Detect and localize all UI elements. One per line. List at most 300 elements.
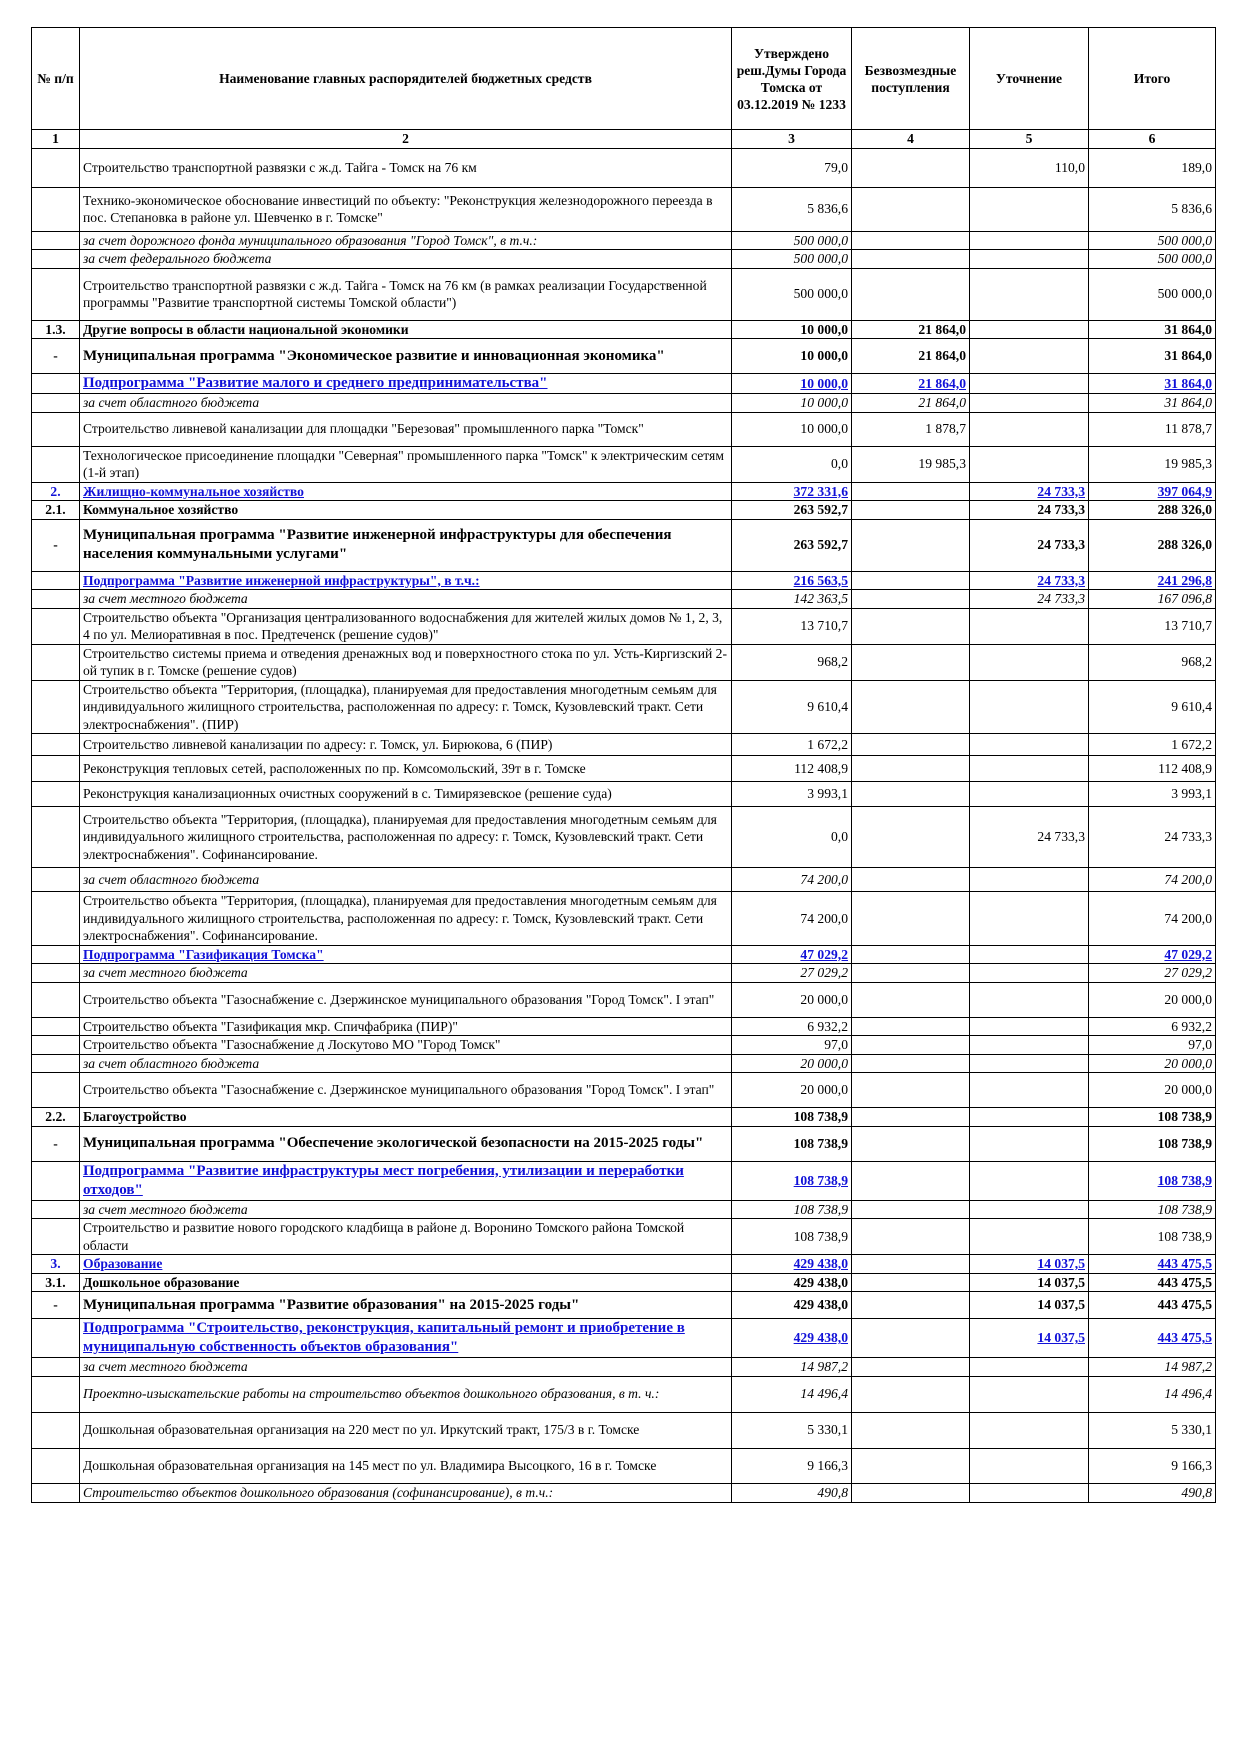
- row-total: 443 475,5: [1089, 1292, 1216, 1319]
- table-row: [32, 608, 1216, 644]
- row-number: [32, 782, 80, 807]
- row-total: 31 864,0: [1089, 374, 1216, 394]
- row-name: Другие вопросы в области национальной экономики: [80, 320, 732, 339]
- row-refine: [970, 320, 1089, 339]
- row-name: Строительство ливневой канализации по адресу: г. Томск, ул. Бирюкова, 6 (ПИР): [80, 734, 732, 756]
- table-row: [32, 268, 1216, 320]
- row-name: Реконструкция тепловых сетей, расположенных по пр. Комсомольский, 39т в г. Томске: [80, 756, 732, 782]
- row-number: [32, 608, 80, 644]
- row-approved: 5 836,6: [732, 187, 852, 231]
- row-refine: [970, 1200, 1089, 1219]
- row-total: 3 993,1: [1089, 782, 1216, 807]
- table-row: [32, 482, 1216, 501]
- row-refine: [970, 1448, 1089, 1483]
- row-refine: [970, 1073, 1089, 1108]
- row-name: Жилищно-коммунальное хозяйство: [80, 482, 732, 501]
- row-total: 20 000,0: [1089, 982, 1216, 1017]
- row-number: [32, 590, 80, 609]
- row-approved: 500 000,0: [732, 231, 852, 250]
- row-number: 2.: [32, 482, 80, 501]
- row-total: 31 864,0: [1089, 394, 1216, 413]
- row-grants: [852, 1200, 970, 1219]
- row-grants: 21 864,0: [852, 374, 970, 394]
- table-row: [32, 756, 1216, 782]
- row-name: Технологическое присоединение площадки "Северная" промышленного парка "Томск" к электрическим сетям (1-й этап): [80, 446, 732, 482]
- row-total: 108 738,9: [1089, 1108, 1216, 1127]
- row-grants: [852, 734, 970, 756]
- row-grants: [852, 1126, 970, 1161]
- row-name: Строительство и развитие нового городского кладбища в районе д. Воронино Томского района Томской области: [80, 1219, 732, 1255]
- row-refine: [970, 1376, 1089, 1412]
- column-number: 1: [32, 130, 80, 149]
- row-refine: 24 733,3: [970, 482, 1089, 501]
- header-approved: Утверждено реш.Думы Города Томска от 03.12.2019 № 1233: [732, 28, 852, 130]
- row-grants: [852, 1319, 970, 1358]
- row-approved: 429 438,0: [732, 1255, 852, 1274]
- row-grants: [852, 892, 970, 946]
- row-refine: [970, 231, 1089, 250]
- row-number: 3.1.: [32, 1273, 80, 1292]
- row-number: -: [32, 1292, 80, 1319]
- row-grants: 19 985,3: [852, 446, 970, 482]
- row-total: 397 064,9: [1089, 482, 1216, 501]
- row-approved: 142 363,5: [732, 590, 852, 609]
- row-approved: 14 496,4: [732, 1376, 852, 1412]
- row-refine: [970, 644, 1089, 680]
- row-refine: 24 733,3: [970, 590, 1089, 609]
- row-refine: [970, 187, 1089, 231]
- row-total: 500 000,0: [1089, 231, 1216, 250]
- row-approved: 74 200,0: [732, 892, 852, 946]
- row-refine: [970, 1219, 1089, 1255]
- row-number: [32, 148, 80, 187]
- row-grants: [852, 782, 970, 807]
- row-total: 14 496,4: [1089, 1376, 1216, 1412]
- row-name: Муниципальная программа "Развитие инженерной инфраструктуры для обеспечения населения коммунальными услугами": [80, 519, 732, 571]
- row-name: за счет местного бюджета: [80, 964, 732, 983]
- row-total: 6 932,2: [1089, 1017, 1216, 1036]
- column-number: 3: [732, 130, 852, 149]
- row-refine: [970, 394, 1089, 413]
- row-name: Образование: [80, 1255, 732, 1274]
- row-grants: 1 878,7: [852, 412, 970, 446]
- table-row: [32, 446, 1216, 482]
- table-row: [32, 1412, 1216, 1448]
- row-grants: [852, 519, 970, 571]
- row-grants: [852, 1017, 970, 1036]
- row-approved: 372 331,6: [732, 482, 852, 501]
- row-number: [32, 374, 80, 394]
- column-number: 4: [852, 130, 970, 149]
- row-total: 20 000,0: [1089, 1054, 1216, 1073]
- row-name: за счет местного бюджета: [80, 1358, 732, 1377]
- row-number: [32, 1161, 80, 1200]
- row-number: -: [32, 1126, 80, 1161]
- row-refine: [970, 374, 1089, 394]
- table-row: [32, 394, 1216, 413]
- row-grants: [852, 1036, 970, 1055]
- row-name: Строительство объекта "Территория, (площадка), планируемая для предоставления многодетным семьям для индивидуального жилищного строительства, расположенная по адресу: г. Томск, Кузовлевский тракт. Сети электроснабжения". Софинансирование.: [80, 892, 732, 946]
- column-numbers-row: [32, 130, 1216, 149]
- row-approved: 0,0: [732, 446, 852, 482]
- row-grants: [852, 644, 970, 680]
- row-total: 27 029,2: [1089, 964, 1216, 983]
- row-name: Строительство ливневой канализации для площадки "Березовая" промышленного парка "Томск": [80, 412, 732, 446]
- row-grants: [852, 1255, 970, 1274]
- row-name: Муниципальная программа "Экономическое развитие и инновационная экономика": [80, 339, 732, 374]
- row-grants: [852, 1108, 970, 1127]
- row-grants: 21 864,0: [852, 320, 970, 339]
- row-total: 31 864,0: [1089, 339, 1216, 374]
- row-approved: 10 000,0: [732, 412, 852, 446]
- row-refine: 14 037,5: [970, 1273, 1089, 1292]
- row-approved: 14 987,2: [732, 1358, 852, 1377]
- row-number: [32, 964, 80, 983]
- row-number: [32, 1054, 80, 1073]
- table-row: [32, 1292, 1216, 1319]
- row-approved: 1 672,2: [732, 734, 852, 756]
- table-row: [32, 644, 1216, 680]
- row-refine: 24 733,3: [970, 571, 1089, 590]
- row-refine: [970, 446, 1089, 482]
- row-approved: 0,0: [732, 807, 852, 868]
- row-number: [32, 1017, 80, 1036]
- table-row: [32, 1108, 1216, 1127]
- row-refine: [970, 1126, 1089, 1161]
- row-name: Дошкольная образовательная организация на 220 мест по ул. Иркутский тракт, 175/3 в г. Томске: [80, 1412, 732, 1448]
- table-row: [32, 807, 1216, 868]
- table-row: [32, 1054, 1216, 1073]
- row-name: Коммунальное хозяйство: [80, 501, 732, 520]
- row-refine: [970, 1161, 1089, 1200]
- row-refine: [970, 964, 1089, 983]
- table-row: [32, 1017, 1216, 1036]
- row-name: Благоустройство: [80, 1108, 732, 1127]
- row-number: [32, 680, 80, 734]
- row-approved: 6 932,2: [732, 1017, 852, 1036]
- row-total: 14 987,2: [1089, 1358, 1216, 1377]
- row-grants: [852, 1448, 970, 1483]
- row-number: [32, 1319, 80, 1358]
- row-refine: [970, 868, 1089, 892]
- row-refine: [970, 608, 1089, 644]
- table-row: [32, 982, 1216, 1017]
- row-approved: 263 592,7: [732, 519, 852, 571]
- row-approved: 97,0: [732, 1036, 852, 1055]
- row-name: Строительство объектов дошкольного образования (софинансирование), в т.ч.:: [80, 1483, 732, 1502]
- row-total: 108 738,9: [1089, 1126, 1216, 1161]
- row-approved: 3 993,1: [732, 782, 852, 807]
- row-refine: [970, 892, 1089, 946]
- row-number: [32, 945, 80, 964]
- row-total: 74 200,0: [1089, 892, 1216, 946]
- table-row: [32, 1376, 1216, 1412]
- row-name: за счет местного бюджета: [80, 1200, 732, 1219]
- row-approved: 429 438,0: [732, 1319, 852, 1358]
- header-name: Наименование главных распорядителей бюджетных средств: [80, 28, 732, 130]
- row-approved: 10 000,0: [732, 394, 852, 413]
- row-name: Подпрограмма "Развитие малого и среднего предпринимательства": [80, 374, 732, 394]
- row-approved: 263 592,7: [732, 501, 852, 520]
- row-grants: [852, 1483, 970, 1502]
- row-number: [32, 187, 80, 231]
- row-total: 47 029,2: [1089, 945, 1216, 964]
- row-refine: [970, 1036, 1089, 1055]
- table-row: [32, 501, 1216, 520]
- row-refine: [970, 756, 1089, 782]
- row-number: 1.3.: [32, 320, 80, 339]
- row-number: 2.2.: [32, 1108, 80, 1127]
- row-number: [32, 250, 80, 269]
- row-approved: 108 738,9: [732, 1200, 852, 1219]
- row-grants: [852, 964, 970, 983]
- row-number: [32, 1358, 80, 1377]
- row-refine: [970, 1108, 1089, 1127]
- row-name: Подпрограмма "Развитие инфраструктуры мест погребения, утилизации и переработки отходов": [80, 1161, 732, 1200]
- row-approved: 27 029,2: [732, 964, 852, 983]
- row-number: [32, 268, 80, 320]
- row-approved: 47 029,2: [732, 945, 852, 964]
- column-number: 5: [970, 130, 1089, 149]
- row-refine: [970, 945, 1089, 964]
- table-row: [32, 187, 1216, 231]
- header-row: [32, 28, 1216, 130]
- row-grants: [852, 1073, 970, 1108]
- row-number: 3.: [32, 1255, 80, 1274]
- row-number: [32, 1073, 80, 1108]
- row-refine: 14 037,5: [970, 1292, 1089, 1319]
- row-number: [32, 1412, 80, 1448]
- row-total: 24 733,3: [1089, 807, 1216, 868]
- row-grants: [852, 250, 970, 269]
- row-grants: 21 864,0: [852, 339, 970, 374]
- header-refine: Уточнение: [970, 28, 1089, 130]
- row-grants: [852, 501, 970, 520]
- row-approved: 10 000,0: [732, 320, 852, 339]
- row-approved: 108 738,9: [732, 1219, 852, 1255]
- table-row: [32, 339, 1216, 374]
- row-total: 19 985,3: [1089, 446, 1216, 482]
- row-total: 11 878,7: [1089, 412, 1216, 446]
- row-total: 112 408,9: [1089, 756, 1216, 782]
- table-row: [32, 374, 1216, 394]
- row-name: за счет дорожного фонда муниципального образования "Город Томск", в т.ч.:: [80, 231, 732, 250]
- row-total: 108 738,9: [1089, 1200, 1216, 1219]
- row-total: 108 738,9: [1089, 1219, 1216, 1255]
- table-row: [32, 680, 1216, 734]
- row-refine: [970, 734, 1089, 756]
- table-row: [32, 250, 1216, 269]
- row-name: Проектно-изыскательские работы на строительство объектов дошкольного образования, в т. ч.:: [80, 1376, 732, 1412]
- column-number: 2: [80, 130, 732, 149]
- row-grants: [852, 1054, 970, 1073]
- row-name: Строительство объекта "Газоснабжение д Лоскутово МО "Город Томск": [80, 1036, 732, 1055]
- row-number: [32, 446, 80, 482]
- table-row: [32, 1161, 1216, 1200]
- row-approved: 20 000,0: [732, 982, 852, 1017]
- header-grants: Безвозмездные поступления: [852, 28, 970, 130]
- row-number: [32, 394, 80, 413]
- table-row: [32, 1483, 1216, 1502]
- row-grants: [852, 1273, 970, 1292]
- row-grants: [852, 1161, 970, 1200]
- table-row: [32, 892, 1216, 946]
- row-number: [32, 1448, 80, 1483]
- row-total: 241 296,8: [1089, 571, 1216, 590]
- table-row: [32, 1036, 1216, 1055]
- table-row: [32, 964, 1216, 983]
- row-name: Строительство транспортной развязки с ж.д. Тайга - Томск на 76 км (в рамках реализации Государственной программы "Развитие транспортной системы Томской области"): [80, 268, 732, 320]
- row-refine: [970, 1412, 1089, 1448]
- table-row: [32, 1448, 1216, 1483]
- row-approved: 429 438,0: [732, 1292, 852, 1319]
- header-num: № п/п: [32, 28, 80, 130]
- row-approved: 9 610,4: [732, 680, 852, 734]
- row-name: за счет областного бюджета: [80, 394, 732, 413]
- row-number: -: [32, 339, 80, 374]
- row-approved: 112 408,9: [732, 756, 852, 782]
- row-grants: [852, 571, 970, 590]
- row-approved: 500 000,0: [732, 250, 852, 269]
- row-total: 490,8: [1089, 1483, 1216, 1502]
- row-grants: [852, 148, 970, 187]
- row-number: [32, 1036, 80, 1055]
- row-number: [32, 982, 80, 1017]
- row-approved: 108 738,9: [732, 1126, 852, 1161]
- row-total: 968,2: [1089, 644, 1216, 680]
- row-total: 13 710,7: [1089, 608, 1216, 644]
- row-grants: [852, 680, 970, 734]
- row-number: -: [32, 519, 80, 571]
- row-name: за счет федерального бюджета: [80, 250, 732, 269]
- row-grants: [852, 1376, 970, 1412]
- row-number: [32, 571, 80, 590]
- row-name: Строительство объекта "Газификация мкр. Спичфабрика (ПИР)": [80, 1017, 732, 1036]
- row-name: Подпрограмма "Газификация Томска": [80, 945, 732, 964]
- header-total: Итого: [1089, 28, 1216, 130]
- row-refine: [970, 1483, 1089, 1502]
- table-row: [32, 868, 1216, 892]
- row-refine: [970, 268, 1089, 320]
- row-approved: 10 000,0: [732, 374, 852, 394]
- row-refine: [970, 412, 1089, 446]
- row-total: 167 096,8: [1089, 590, 1216, 609]
- row-number: [32, 756, 80, 782]
- row-approved: 9 166,3: [732, 1448, 852, 1483]
- row-grants: [852, 807, 970, 868]
- row-refine: [970, 1054, 1089, 1073]
- row-approved: 108 738,9: [732, 1161, 852, 1200]
- row-approved: 968,2: [732, 644, 852, 680]
- row-refine: 24 733,3: [970, 501, 1089, 520]
- row-grants: [852, 590, 970, 609]
- row-approved: 20 000,0: [732, 1054, 852, 1073]
- row-number: [32, 1219, 80, 1255]
- table-row: [32, 1200, 1216, 1219]
- row-total: 288 326,0: [1089, 519, 1216, 571]
- row-number: [32, 807, 80, 868]
- row-number: [32, 734, 80, 756]
- table-row: [32, 231, 1216, 250]
- row-total: 288 326,0: [1089, 501, 1216, 520]
- table-row: [32, 1073, 1216, 1108]
- row-total: 20 000,0: [1089, 1073, 1216, 1108]
- row-total: 9 166,3: [1089, 1448, 1216, 1483]
- table-row: [32, 945, 1216, 964]
- row-number: [32, 1376, 80, 1412]
- row-refine: [970, 1017, 1089, 1036]
- row-refine: [970, 982, 1089, 1017]
- table-row: [32, 571, 1216, 590]
- row-total: 500 000,0: [1089, 268, 1216, 320]
- row-name: за счет областного бюджета: [80, 868, 732, 892]
- budget-sheet: [31, 27, 1215, 1503]
- row-name: Строительство системы приема и отведения дренажных вод и поверхностного стока по ул. Усть-Киргизский 2-ой тупик в г. Томске (решение судов): [80, 644, 732, 680]
- row-refine: [970, 1358, 1089, 1377]
- row-name: Строительство объекта "Газоснабжение с. Дзержинское муниципального образования "Город Томск". I этап": [80, 1073, 732, 1108]
- row-name: Строительство транспортной развязки с ж.д. Тайга - Томск на 76 км: [80, 148, 732, 187]
- row-number: [32, 412, 80, 446]
- row-number: [32, 868, 80, 892]
- row-grants: [852, 868, 970, 892]
- row-total: 443 475,5: [1089, 1273, 1216, 1292]
- row-approved: 216 563,5: [732, 571, 852, 590]
- row-approved: 500 000,0: [732, 268, 852, 320]
- row-total: 1 672,2: [1089, 734, 1216, 756]
- row-refine: [970, 250, 1089, 269]
- row-total: 9 610,4: [1089, 680, 1216, 734]
- row-approved: 74 200,0: [732, 868, 852, 892]
- row-refine: 24 733,3: [970, 807, 1089, 868]
- table-row: [32, 519, 1216, 571]
- row-number: [32, 1200, 80, 1219]
- row-grants: [852, 231, 970, 250]
- row-approved: 79,0: [732, 148, 852, 187]
- row-name: Строительство объекта "Организация централизованного водоснабжения для жителей жилых домов № 1, 2, 3, 4 по ул. Мелиоративная в пос. Предтеченск (решение судов)": [80, 608, 732, 644]
- row-number: [32, 1483, 80, 1502]
- row-total: 443 475,5: [1089, 1319, 1216, 1358]
- row-approved: 429 438,0: [732, 1273, 852, 1292]
- row-total: 500 000,0: [1089, 250, 1216, 269]
- row-number: [32, 892, 80, 946]
- row-refine: 14 037,5: [970, 1255, 1089, 1274]
- row-number: [32, 644, 80, 680]
- row-grants: [852, 1358, 970, 1377]
- row-approved: 13 710,7: [732, 608, 852, 644]
- table-row: [32, 1255, 1216, 1274]
- row-grants: [852, 1292, 970, 1319]
- row-grants: [852, 945, 970, 964]
- row-name: Подпрограмма "Развитие инженерной инфраструктуры", в т.ч.:: [80, 571, 732, 590]
- row-approved: 20 000,0: [732, 1073, 852, 1108]
- row-total: 443 475,5: [1089, 1255, 1216, 1274]
- row-grants: [852, 1412, 970, 1448]
- row-total: 5 330,1: [1089, 1412, 1216, 1448]
- row-total: 5 836,6: [1089, 187, 1216, 231]
- table-row: [32, 1358, 1216, 1377]
- row-name: Реконструкция канализационных очистных сооружений в с. Тимирязевское (решение суда): [80, 782, 732, 807]
- row-approved: 5 330,1: [732, 1412, 852, 1448]
- row-approved: 10 000,0: [732, 339, 852, 374]
- row-grants: 21 864,0: [852, 394, 970, 413]
- row-name: Муниципальная программа "Обеспечение экологической безопасности на 2015-2025 годы": [80, 1126, 732, 1161]
- row-refine: 14 037,5: [970, 1319, 1089, 1358]
- table-row: [32, 590, 1216, 609]
- table-row: [32, 1319, 1216, 1358]
- row-name: за счет местного бюджета: [80, 590, 732, 609]
- table-row: [32, 1219, 1216, 1255]
- row-name: Строительство объекта "Газоснабжение с. Дзержинское муниципального образования "Город Томск". I этап": [80, 982, 732, 1017]
